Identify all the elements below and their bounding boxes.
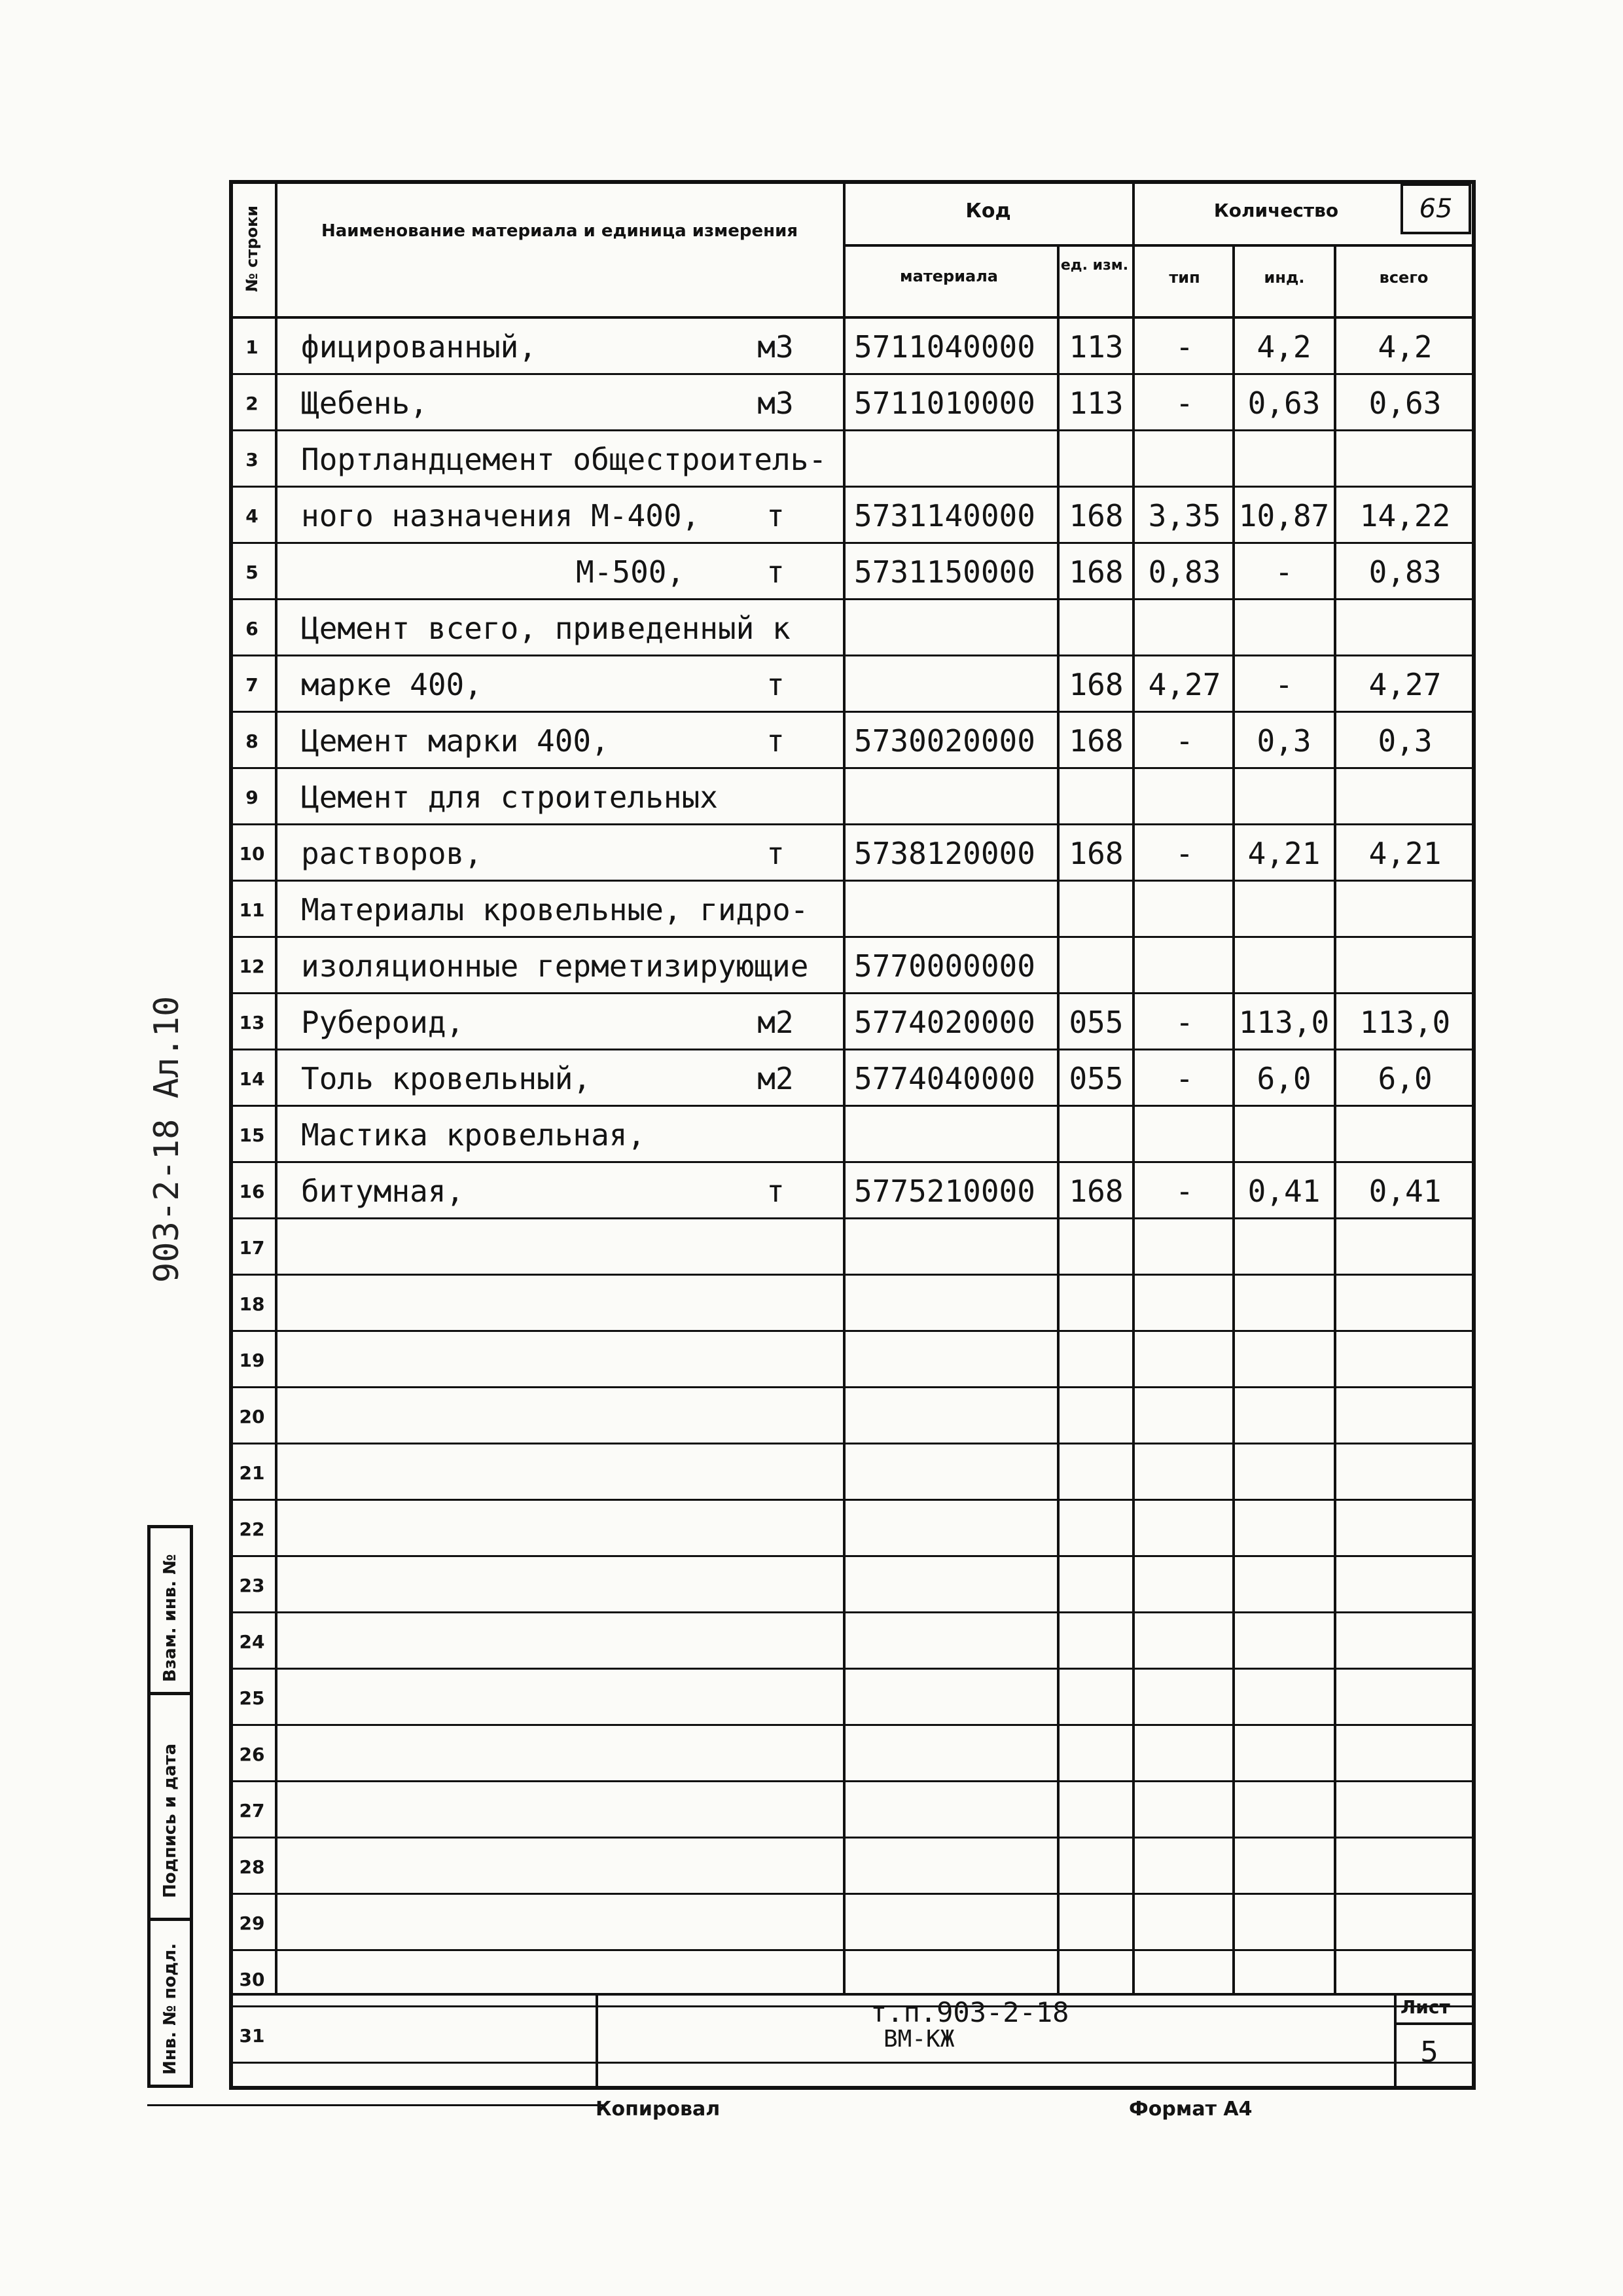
item-unit: т bbox=[766, 836, 785, 871]
qty-tip bbox=[1135, 600, 1234, 656]
qty-tip: - bbox=[1175, 329, 1194, 365]
item-unit-code bbox=[1060, 600, 1132, 656]
qty-tip: 3,35 bbox=[1148, 498, 1221, 533]
item-unit bbox=[740, 1107, 812, 1163]
item-code bbox=[847, 656, 1063, 713]
item-unit-code: 168 bbox=[1069, 836, 1124, 871]
item-unit-code bbox=[1060, 938, 1132, 994]
qty-total: 0,3 bbox=[1378, 723, 1433, 759]
item-code bbox=[847, 882, 1063, 938]
item-code: 5775210000 bbox=[854, 1174, 1035, 1209]
item-code: 5711010000 bbox=[854, 386, 1035, 421]
table-row bbox=[229, 1276, 1476, 1332]
row-number: 6 bbox=[245, 617, 259, 639]
row-line bbox=[229, 2062, 1476, 2064]
row-number: 23 bbox=[239, 1574, 265, 1596]
item-name: фицированный, bbox=[301, 329, 537, 365]
table-row bbox=[229, 375, 1476, 431]
row-number: 30 bbox=[239, 1968, 265, 1990]
table-row bbox=[229, 994, 1476, 1050]
item-code: 5770000000 bbox=[854, 948, 1035, 984]
row-number: 28 bbox=[239, 1856, 265, 1878]
row-number: 16 bbox=[239, 1180, 265, 1202]
footer-copied: Копировал bbox=[596, 2098, 721, 2121]
qty-ind: 6,0 bbox=[1257, 1061, 1311, 1096]
item-unit: т bbox=[766, 554, 785, 590]
item-code bbox=[847, 1107, 1063, 1163]
row-number: 2 bbox=[245, 392, 259, 414]
title-block-sheet-divider bbox=[1394, 1993, 1397, 2090]
item-name: Материалы кровельные, гидро- bbox=[301, 892, 809, 927]
qty-total: 14,22 bbox=[1359, 498, 1451, 533]
qty-total bbox=[1336, 1107, 1474, 1163]
row-number: 1 bbox=[245, 336, 259, 358]
item-unit-code: 168 bbox=[1069, 667, 1124, 702]
row-number: 11 bbox=[239, 899, 265, 921]
qty-tip bbox=[1135, 769, 1234, 825]
table-row bbox=[229, 825, 1476, 882]
header-code-material: материала bbox=[900, 267, 998, 285]
row-number: 22 bbox=[239, 1518, 265, 1540]
row-number: 27 bbox=[239, 1799, 265, 1821]
qty-total: 4,2 bbox=[1378, 329, 1433, 365]
footer-format: Формат А4 bbox=[1129, 2098, 1253, 2121]
table-row bbox=[229, 1444, 1476, 1501]
header-name: Наименование материала и единица измерения bbox=[321, 221, 798, 241]
table-row bbox=[229, 1613, 1476, 1670]
row-number: 21 bbox=[239, 1462, 265, 1484]
qty-tip: - bbox=[1175, 1061, 1194, 1096]
row-number: 8 bbox=[245, 730, 259, 752]
item-code: 5711040000 bbox=[854, 329, 1035, 365]
side-reference-text: 903-2-18 Ал.10 bbox=[147, 996, 187, 1283]
table-row bbox=[229, 1782, 1476, 1839]
row-number: 20 bbox=[239, 1405, 265, 1427]
table-row bbox=[229, 319, 1476, 375]
qty-tip: - bbox=[1175, 386, 1194, 421]
table-row bbox=[229, 769, 1476, 825]
qty-tip: - bbox=[1175, 1174, 1194, 1209]
row-number: 29 bbox=[239, 1912, 265, 1934]
item-unit: т bbox=[766, 498, 785, 533]
qty-ind: - bbox=[1275, 667, 1293, 702]
qty-total: 4,27 bbox=[1368, 667, 1442, 702]
row-number: 12 bbox=[239, 955, 265, 977]
item-unit: м3 bbox=[757, 386, 794, 421]
table-row bbox=[229, 1670, 1476, 1726]
qty-total bbox=[1336, 769, 1474, 825]
row-number: 24 bbox=[239, 1630, 265, 1653]
item-name: Цемент всего, приведенный к bbox=[301, 611, 791, 646]
qty-ind: 4,21 bbox=[1247, 836, 1321, 871]
sheet-label: Лист bbox=[1400, 1996, 1450, 2018]
item-code: 5730020000 bbox=[854, 723, 1035, 759]
item-code: 5731140000 bbox=[854, 498, 1035, 533]
item-unit-code: 113 bbox=[1069, 329, 1124, 365]
table-row bbox=[229, 600, 1476, 656]
table-row bbox=[229, 1163, 1476, 1219]
table-row bbox=[229, 882, 1476, 938]
item-unit: м2 bbox=[757, 1005, 794, 1040]
row-number: 31 bbox=[239, 2024, 265, 2047]
item-code bbox=[847, 769, 1063, 825]
table-row bbox=[229, 1951, 1476, 2007]
item-name: марке 400, bbox=[301, 667, 482, 702]
stamp-label-inventory: Инв. № подл. bbox=[160, 1943, 180, 2075]
qty-total: 0,63 bbox=[1368, 386, 1442, 421]
qty-total: 113,0 bbox=[1359, 1005, 1451, 1040]
table-row bbox=[229, 656, 1476, 713]
qty-tip: - bbox=[1175, 723, 1194, 759]
qty-ind: 113,0 bbox=[1238, 1005, 1330, 1040]
item-name: растворов, bbox=[301, 836, 482, 871]
item-unit: т bbox=[766, 723, 785, 759]
row-number: 14 bbox=[239, 1067, 265, 1090]
item-code: 5731150000 bbox=[854, 554, 1035, 590]
table-row bbox=[229, 431, 1476, 488]
qty-tip bbox=[1135, 431, 1234, 488]
row-number: 7 bbox=[245, 673, 259, 696]
stamp-label-replaced: Взам. инв. № bbox=[160, 1554, 180, 1682]
item-unit-code: 168 bbox=[1069, 554, 1124, 590]
header-code: Код bbox=[965, 200, 1011, 223]
qty-tip bbox=[1135, 1107, 1234, 1163]
item-name: Рубероид, bbox=[301, 1005, 465, 1040]
table-row bbox=[229, 544, 1476, 600]
row-number: 13 bbox=[239, 1011, 265, 1033]
table-row bbox=[229, 1332, 1476, 1388]
footer-underline bbox=[147, 2104, 605, 2106]
header-mid-line-code bbox=[844, 244, 1476, 247]
item-name: Мастика кровельная, bbox=[301, 1117, 646, 1153]
item-name: Портландцемент общестроитель- bbox=[301, 442, 827, 477]
item-unit: м3 bbox=[757, 329, 794, 365]
table-row bbox=[229, 488, 1476, 544]
qty-tip bbox=[1135, 938, 1234, 994]
row-number: 19 bbox=[239, 1349, 265, 1371]
item-unit bbox=[740, 769, 812, 825]
item-unit-code bbox=[1060, 431, 1132, 488]
row-number: 5 bbox=[245, 561, 259, 583]
item-name: изоляционные герметизирующие bbox=[301, 948, 809, 984]
title-block-top-line bbox=[229, 1993, 1476, 1996]
item-name: Цемент для строительных bbox=[301, 780, 718, 815]
qty-ind bbox=[1235, 882, 1333, 938]
item-unit-code bbox=[1060, 1107, 1132, 1163]
qty-ind: 0,3 bbox=[1257, 723, 1311, 759]
row-number: 17 bbox=[239, 1236, 265, 1259]
qty-total bbox=[1336, 882, 1474, 938]
item-name: Щебень, bbox=[301, 386, 428, 421]
item-unit: т bbox=[766, 1174, 785, 1209]
item-name: битумная, bbox=[301, 1174, 465, 1209]
qty-ind bbox=[1235, 769, 1333, 825]
qty-total: 6,0 bbox=[1378, 1061, 1433, 1096]
item-unit-code bbox=[1060, 882, 1132, 938]
qty-total bbox=[1336, 600, 1474, 656]
item-name: Цемент марки 400, bbox=[301, 723, 609, 759]
page-mark: 65 bbox=[1400, 183, 1471, 234]
qty-tip: - bbox=[1175, 836, 1194, 871]
row-number: 9 bbox=[245, 786, 259, 808]
item-unit-code: 168 bbox=[1069, 723, 1124, 759]
qty-tip: 0,83 bbox=[1148, 554, 1221, 590]
qty-ind: - bbox=[1275, 554, 1293, 590]
item-unit bbox=[740, 431, 812, 488]
item-unit-code: 055 bbox=[1069, 1005, 1124, 1040]
qty-tip bbox=[1135, 882, 1234, 938]
table-row bbox=[229, 2007, 1476, 2064]
qty-ind bbox=[1235, 938, 1333, 994]
qty-tip: - bbox=[1175, 1005, 1194, 1040]
item-unit: м2 bbox=[757, 1061, 794, 1096]
row-number: 15 bbox=[239, 1124, 265, 1146]
item-unit bbox=[740, 938, 812, 994]
table-row bbox=[229, 1107, 1476, 1163]
item-code: 5774040000 bbox=[854, 1061, 1035, 1096]
row-number: 26 bbox=[239, 1743, 265, 1765]
table-row bbox=[229, 1557, 1476, 1613]
table-row bbox=[229, 938, 1476, 994]
table-row bbox=[229, 1501, 1476, 1557]
qty-total bbox=[1336, 431, 1474, 488]
qty-total bbox=[1336, 938, 1474, 994]
item-unit-code: 168 bbox=[1069, 1174, 1124, 1209]
table-row bbox=[229, 1219, 1476, 1276]
qty-ind bbox=[1235, 600, 1333, 656]
qty-ind: 4,2 bbox=[1257, 329, 1311, 365]
table-row bbox=[229, 713, 1476, 769]
table-row bbox=[229, 1050, 1476, 1107]
item-unit-code bbox=[1060, 769, 1132, 825]
row-number: 10 bbox=[239, 842, 265, 865]
item-unit bbox=[740, 882, 812, 938]
item-unit-code: 113 bbox=[1069, 386, 1124, 421]
document-subcode: ВМ-КЖ bbox=[883, 2026, 955, 2053]
item-unit-code: 055 bbox=[1069, 1061, 1124, 1096]
qty-ind bbox=[1235, 431, 1333, 488]
header-quantity: Количество bbox=[1213, 200, 1339, 221]
stamp-label-signature: Подпись и дата bbox=[160, 1743, 180, 1898]
table-row bbox=[229, 1388, 1476, 1444]
header-quantity-tip: тип bbox=[1169, 268, 1200, 287]
item-code: 5738120000 bbox=[854, 836, 1035, 871]
row-number: 4 bbox=[245, 505, 259, 527]
item-unit bbox=[740, 600, 812, 656]
qty-total: 0,41 bbox=[1368, 1174, 1442, 1209]
item-name: Толь кровельный, bbox=[301, 1061, 592, 1096]
title-block-sheet-line bbox=[1394, 2022, 1476, 2025]
sheet-number: 5 bbox=[1420, 2036, 1438, 2069]
item-code: 5774020000 bbox=[854, 1005, 1035, 1040]
title-block-divider bbox=[596, 1993, 598, 2090]
header-quantity-ind: инд. bbox=[1264, 268, 1305, 287]
table-row bbox=[229, 1839, 1476, 1895]
header-code-unit: ед. изм. bbox=[1060, 257, 1129, 274]
header-quantity-total: всего bbox=[1379, 268, 1429, 287]
row-number: 25 bbox=[239, 1687, 265, 1709]
header-row-number: № строки bbox=[243, 205, 262, 293]
item-unit: т bbox=[766, 667, 785, 702]
item-name: М-500, bbox=[576, 554, 685, 590]
qty-tip: 4,27 bbox=[1148, 667, 1221, 702]
qty-ind: 0,41 bbox=[1247, 1174, 1321, 1209]
qty-ind bbox=[1235, 1107, 1333, 1163]
row-number: 18 bbox=[239, 1293, 265, 1315]
item-code bbox=[847, 431, 1063, 488]
row-number: 3 bbox=[245, 448, 259, 471]
item-code bbox=[847, 600, 1063, 656]
qty-ind: 0,63 bbox=[1247, 386, 1321, 421]
item-unit-code: 168 bbox=[1069, 498, 1124, 533]
document-code: т.п.903-2-18 bbox=[870, 1996, 1069, 2028]
table-row bbox=[229, 1895, 1476, 1951]
qty-total: 4,21 bbox=[1368, 836, 1442, 871]
table-row bbox=[229, 1726, 1476, 1782]
qty-total: 0,83 bbox=[1368, 554, 1442, 590]
qty-ind: 10,87 bbox=[1238, 498, 1330, 533]
item-name: ного назначения М-400, bbox=[301, 498, 700, 533]
